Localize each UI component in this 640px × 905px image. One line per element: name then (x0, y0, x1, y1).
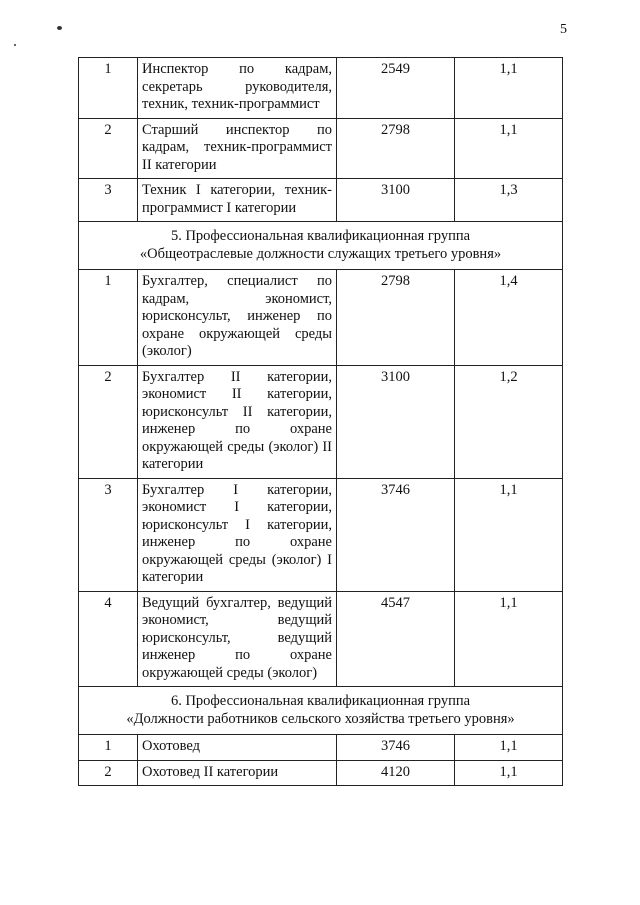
position-name: Бухгалтер, специалист по кадрам, экономист, юрисконсульт, инженер по охране окружающей среды (эколог) (138, 270, 337, 366)
position-name: Техник I категории, техник-программист I категории (138, 179, 337, 222)
table-row (79, 179, 563, 222)
coefficient-value: 1,1 (455, 591, 563, 687)
group-header (79, 687, 563, 735)
row-number: 2 (79, 365, 138, 478)
coefficient-value: 1,1 (455, 478, 563, 591)
table-row (79, 591, 563, 687)
salary-value: 4547 (337, 591, 455, 687)
position-name: Бухгалтер II категории, экономист II категории, юрисконсульт II категории, инженер по охране окружающей среды (эколог) II категории (138, 365, 337, 478)
scan-speck (14, 44, 16, 46)
group-header-row (79, 222, 563, 270)
table-row (79, 760, 563, 786)
group-header-row (79, 687, 563, 735)
coefficient-value: 1,1 (455, 760, 563, 786)
position-name: Охотовед II категории (138, 760, 337, 786)
row-number: 1 (79, 270, 138, 366)
position-name: Бухгалтер I категории, экономист I категории, юрисконсульт I категории, инженер по охране окружающей среды (эколог) I категории (138, 478, 337, 591)
salary-value: 3100 (337, 179, 455, 222)
salary-value: 4120 (337, 760, 455, 786)
table-row (79, 58, 563, 119)
salary-value: 2549 (337, 58, 455, 119)
coefficient-value: 1,1 (455, 735, 563, 761)
salary-value: 3100 (337, 365, 455, 478)
salary-value: 2798 (337, 270, 455, 366)
position-name: Старший инспектор по кадрам, техник-программист II категории (138, 118, 337, 179)
group-subtitle: «Должности работников сельского хозяйства третьего уровня» (126, 710, 515, 727)
coefficient-value: 1,1 (455, 118, 563, 179)
table-row (79, 118, 563, 179)
coefficient-value: 1,3 (455, 179, 563, 222)
row-number: 2 (79, 760, 138, 786)
scan-speck (57, 26, 62, 30)
page-number: 5 (560, 22, 567, 37)
table-row (79, 735, 563, 761)
salary-value: 2798 (337, 118, 455, 179)
group-subtitle: «Общеотраслевые должности служащих третьего уровня» (139, 245, 502, 262)
coefficient-value: 1,2 (455, 365, 563, 478)
table-row (79, 365, 563, 478)
group-title: 6. Профессиональная квалификационная группа (170, 693, 471, 709)
position-name: Ведущий бухгалтер, ведущий экономист, ведущий юрисконсульт, ведущий инженер по охране окружающей среды (эколог) (138, 591, 337, 687)
row-number: 3 (79, 478, 138, 591)
row-number: 1 (79, 58, 138, 119)
row-number: 2 (79, 118, 138, 179)
position-name: Охотовед (138, 735, 337, 761)
salary-value: 3746 (337, 478, 455, 591)
coefficient-value: 1,1 (455, 58, 563, 119)
row-number: 4 (79, 591, 138, 687)
coefficient-value: 1,4 (455, 270, 563, 366)
table-row (79, 478, 563, 591)
salary-value: 3746 (337, 735, 455, 761)
row-number: 1 (79, 735, 138, 761)
group-title: 5. Профессиональная квалификационная группа (170, 228, 471, 244)
salary-table (78, 57, 563, 786)
group-header (79, 222, 563, 270)
position-name: Инспектор по кадрам, секретарь руководителя, техник, техник-программист (138, 58, 337, 119)
row-number: 3 (79, 179, 138, 222)
table-row (79, 270, 563, 366)
